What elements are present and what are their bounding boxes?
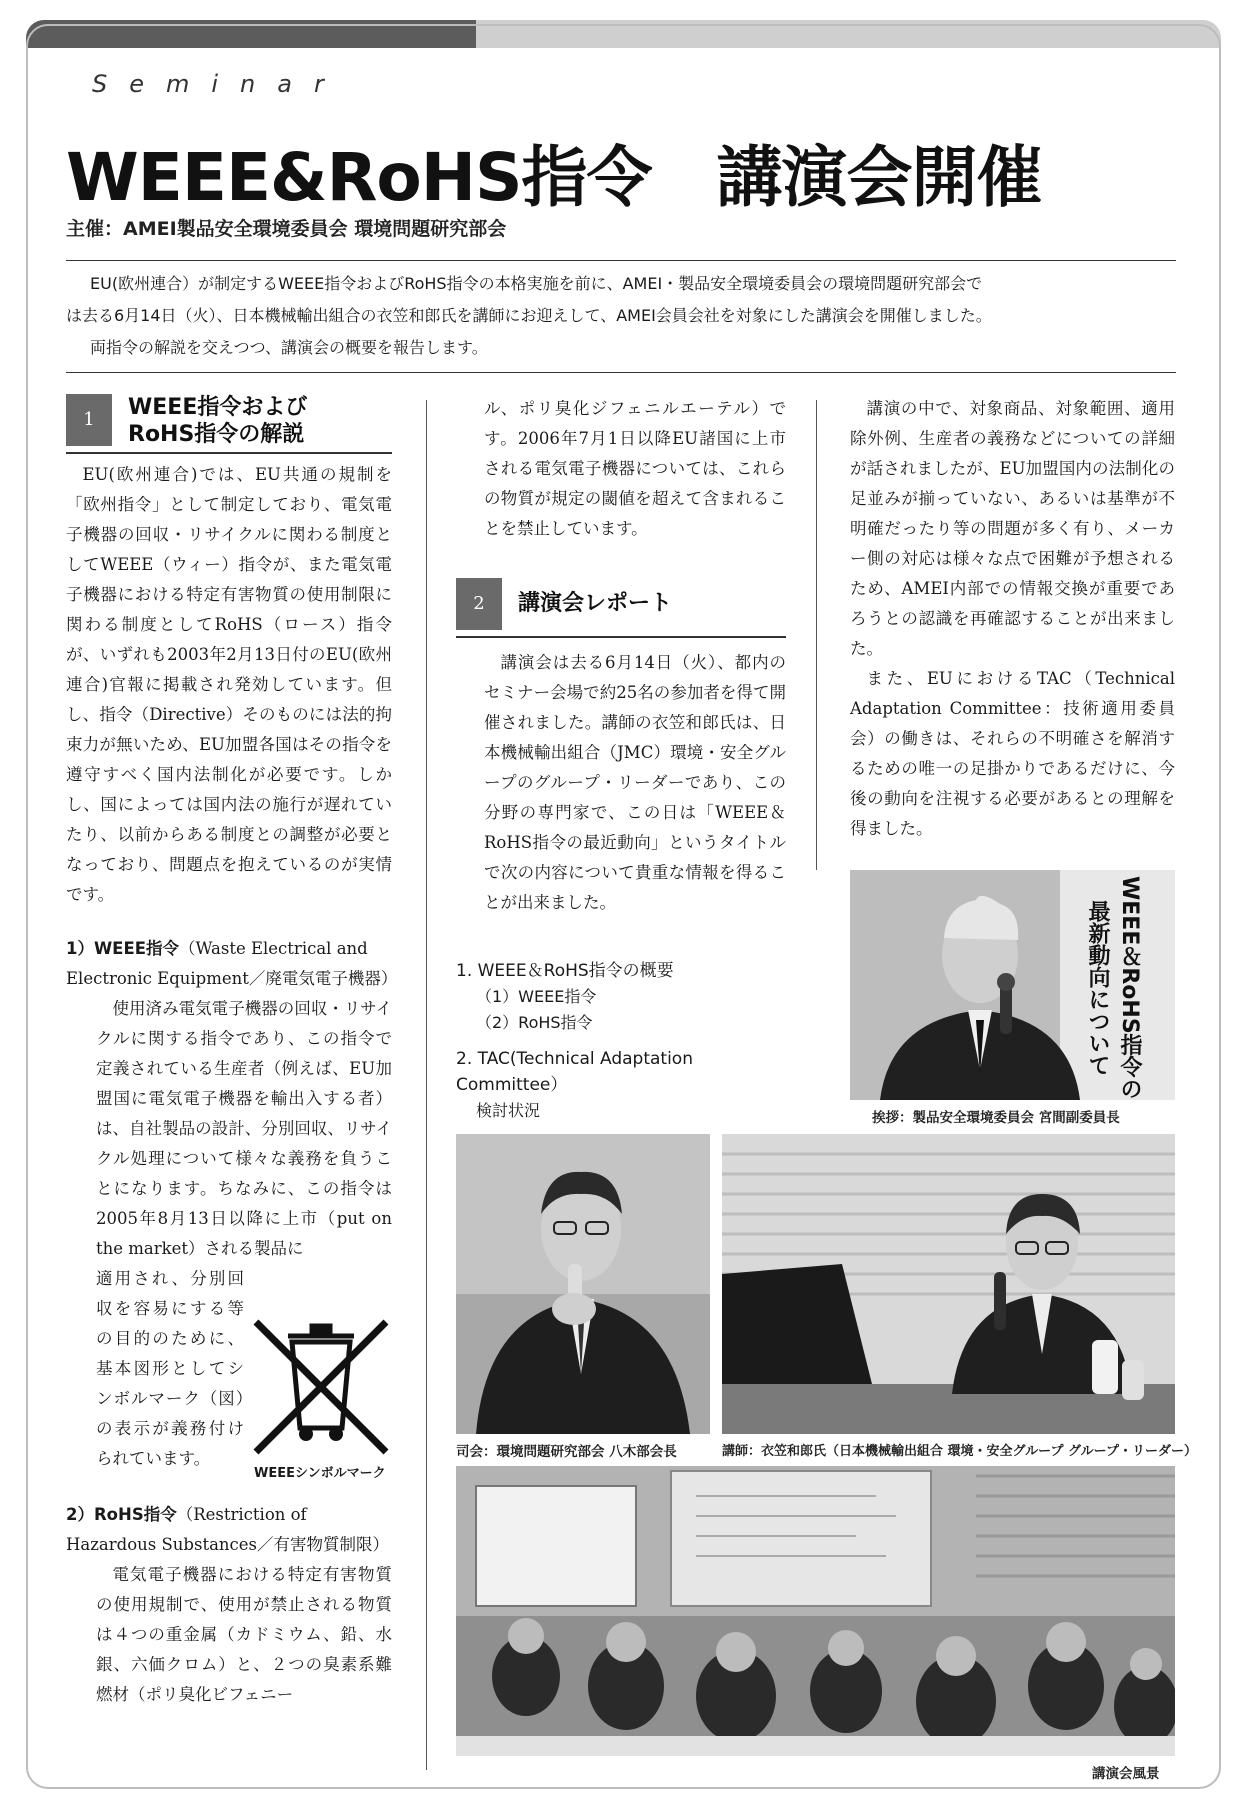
section-title [128,394,307,448]
rohs-subheading [66,1500,392,1560]
section-title-line: WEEE指令および [128,395,308,420]
section-number: 2 [456,578,502,630]
greeting-photo [850,870,1175,1100]
list-item-text: 1. WEEE＆RoHS指令の概要 [456,961,674,981]
agenda-list [456,958,786,1160]
lead-line: は去る6月14日（火）、日本機械輸出組合の衣笠和郎氏を講師にお迎えして、AMEI会員会社を対象にした講演会を開催しました。 [66,306,992,325]
report-text: 講演会は去る6月14日（火）、都内のセミナー会場で約25名の参加者を得て開催されました。講師の衣笠和郎氏は、日本機械輸出組合（JMC）環境・安全グループのグループ・リーダーであり、この分野の専門家で、この日は「WEEE＆RoHS指令の最近動向」というタイトルで次の内容について貴重な情報を得ることが出来ました。 [484,653,786,912]
lecturer-photo [722,1134,1175,1434]
moderator-photo [456,1134,710,1434]
moderator-photo-image [456,1134,710,1434]
weee-body-text: 使用済み電気電子機器の回収・リサイクルに関する指令であり、この指令で定義されている生産者（例えば、EU加盟国に電気電子機器を輸出入する者）は、自社製品の設計、分別回収、リサイクル処理について様々な義務を負うことになります。ちなみに、この指令は2005年8月13日以降に上市（put on the market）される製品に [96,999,392,1258]
list-item-text: 2. TAC(Technical Adaptation Committee） [456,1049,693,1095]
weee-body-text: 適用され、分別回収を容易にする等の目的のために、基本図形としてシンボルマーク（図）の表示が義務付けられています。 [96,1269,244,1468]
venue-caption: 講演会風景 [1092,1766,1160,1782]
section-2-heading [456,578,786,638]
list-subitem: （2）RoHS指令 [476,1013,593,1032]
list-subitem: （1）WEEE指令 [476,987,597,1006]
weee-label: 1）WEEE指令 [66,939,179,958]
banner-text: WEEE＆RoHS指令の [1117,876,1142,1100]
lecturer-photo-image [722,1134,1175,1434]
section-title: 講演会レポート [518,591,673,616]
venue-photo [456,1466,1175,1756]
lead-paragraph [66,268,1170,364]
rohs-label: 2）RoHS指令 [66,1505,177,1524]
lead-bottom-rule [66,372,1176,373]
organizer-line: 主催：AMEI製品安全環境委員会 環境問題研究部会 [66,218,507,240]
rohs-body-text: 電気電子機器における特定有害物質の使用規制で、使用が禁止される物質は４つの重金属（カドミウム、鉛、水銀、六価クロム）と、２つの臭素系難燃材（ポリ臭化ビフェニー [96,1565,392,1704]
column-1 [66,394,398,1710]
greeting-caption: 挨拶：製品安全環境委員会 宮間副委員長 [872,1110,1120,1126]
banner-text: 最新動向について [1085,900,1110,1076]
weee-symbol-caption: WEEEシンボルマーク [254,1466,386,1481]
section-underline [66,452,392,454]
lead-line: EU(欧州連合）が制定するWEEE指令およびRoHS指令の本格実施を前に、AMEI・製品安全環境委員会の環境問題研究部会で [90,274,983,293]
rohs-body [66,1560,392,1710]
lead-top-rule [66,260,1176,261]
weee-subheading [66,934,398,994]
list-item [456,1046,786,1124]
section-underline [456,636,786,638]
eyebrow-label: Seminar [92,70,346,98]
section-1-heading [66,394,392,454]
lecturer-caption: 講師：衣笠和郎氏（日本機械輸出組合 環境・安全グループ グループ・リーダー） [722,1444,1197,1459]
list-item [456,958,786,1036]
section-number: 1 [66,394,112,446]
venue-photo-image [456,1466,1175,1756]
weee-definition: （Waste Electrical and Electronic Equipment／廃電気電子機器） [66,939,398,988]
moderator-caption: 司会：環境問題研究部会 八木部会長 [456,1444,677,1460]
column-2 [456,394,786,1170]
rohs-definition: （Restriction of Hazardous Substances／有害物質制限） [66,1505,390,1554]
column-3 [850,394,1175,844]
col3-paragraph: また、EUにおけるTAC（Technical Adaptation Committee：技術適用委員会）の働きは、それらの不明確さを解消するための唯一の足掛かりであるだけに、今後の動向を注視する必要があるとの理解を得ました。 [850,669,1175,838]
col3-paragraph: 講演の中で、対象商品、対象範囲、適用除外例、生産者の義務などについての詳細が話されましたが、EU加盟国内の法制化の足並みが揃っていない、あるいは基準が不明確だったり等の問題が多く有り、メーカー側の対応は様々な点で困難が予想されるため、AMEI内部での情報交換が重要であろうとの認識を再確認することが出来ました。 [850,399,1175,658]
column-divider [816,400,817,870]
list-subitem: 検討状況 [476,1101,541,1120]
lead-line: 両指令の解説を交えつつ、講演会の概要を報告します。 [90,338,488,357]
section-title-line: RoHS指令の解説 [128,422,305,447]
continued-text: ル、ポリ臭化ジフェニルエーテル）です。2006年7月1日以降EU諸国に上市される電気電子機器については、これらの物質が規定の閾値を超えて含まれることを禁止しています。 [484,399,786,538]
page-title: WEEE&RoHS指令 講演会開催 [66,139,1042,216]
weee-bin-icon [246,1312,396,1462]
column-divider [426,400,427,1770]
section-1-intro: EU(欧州連合)では、EU共通の規制を「欧州指令」として制定しており、電気電子機器の回収・リサイクルに関わる制度としてWEEE（ウィー）指令が、また電気電子機器における特定有害物質の使用制限に関わる制度としてRoHS（ロース）指令が、いずれも2003年2月13日付のEU(欧州連合)官報に掲載され発効しています。但し、指令（Directive）そのものには法的拘束力が無いため、EU加盟各国はその指令を遵守すべく国内法制化が必要です。しかし、国によっては国内法の施行が遅れていたり、以前からある制度との調整が必要となっており、問題点を抱えているのが実情です。 [66,465,392,904]
